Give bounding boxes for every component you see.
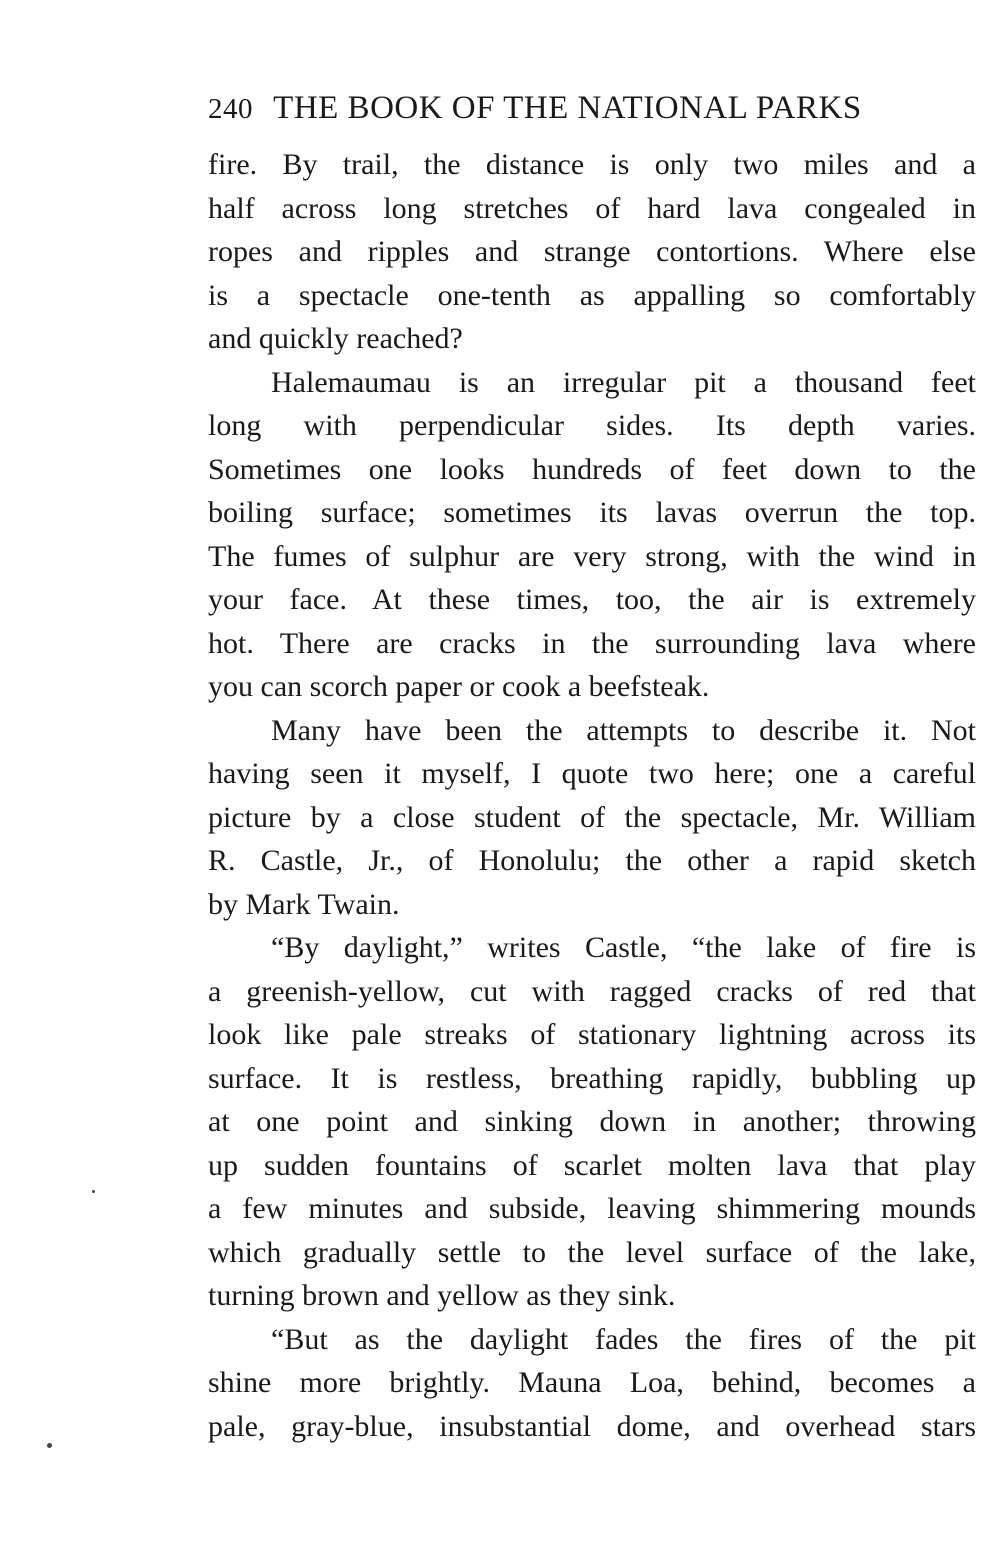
running-head (208, 84, 953, 132)
text-line: at one point and sinking down in another; throwing (208, 1105, 976, 1138)
body-text (208, 143, 976, 1448)
paragraph-first-line: Halemaumau is an irregular pit a thousand feet (271, 365, 976, 399)
text-line: fire. By trail, the distance is only two miles and a (208, 148, 976, 181)
text-line: a greenish-yellow, cut with ragged cracks of red that (208, 974, 976, 1008)
text-line: and quickly reached? (208, 322, 463, 355)
text-line: a few minutes and subside, leaving shimmering mounds (208, 1192, 976, 1225)
text-line: which gradually settle to the level surface of the lake, (208, 1235, 976, 1269)
text-line: turning brown and yellow as they sink. (208, 1279, 676, 1312)
text-line: boiling surface; sometimes its lavas overrun the top. (208, 496, 976, 529)
text-line: is a spectacle one-tenth as appalling so comfortably (208, 278, 976, 312)
paragraph-first-line: Many have been the attempts to describe it. Not (271, 713, 976, 747)
text-line: The fumes of sulphur are very strong, with the wind in (208, 539, 976, 573)
text-line: look like pale streaks of stationary lightning across its (208, 1018, 976, 1051)
running-title: THE BOOK OF THE NATIONAL PARKS (273, 90, 862, 126)
text-line: half across long stretches of hard lava congealed in (208, 191, 976, 225)
page-number: 240 (208, 93, 253, 125)
text-line: shine more brightly. Mauna Loa, behind, becomes a (208, 1366, 976, 1399)
text-line: you can scorch paper or cook a beefsteak. (208, 670, 710, 703)
text-line: your face. At these times, too, the air is extremely (208, 583, 976, 616)
scan-speck (47, 1443, 52, 1448)
text-line: ropes and ripples and strange contortions. Where else (208, 235, 976, 268)
text-line: picture by a close student of the spectacle, Mr. William (208, 800, 976, 834)
scan-speck (92, 1190, 95, 1193)
text-line: R. Castle, Jr., of Honolulu; the other a rapid sketch (208, 844, 976, 877)
text-line: Sometimes one looks hundreds of feet down to the (208, 452, 976, 486)
text-line: long with perpendicular sides. Its depth varies. (208, 409, 976, 442)
text-line: pale, gray-blue, insubstantial dome, and overhead stars (208, 1409, 976, 1443)
paragraph-first-line: “By daylight,” writes Castle, “the lake of fire is (271, 931, 976, 964)
text-line: surface. It is restless, breathing rapidly, bubbling up (208, 1061, 976, 1095)
text-line: by Mark Twain. (208, 887, 400, 921)
text-line: hot. There are cracks in the surrounding lava where (208, 626, 976, 660)
paragraph-first-line: “But as the daylight fades the fires of the pit (271, 1322, 976, 1356)
text-line: up sudden fountains of scarlet molten lava that play (208, 1148, 976, 1182)
text-line: having seen it myself, I quote two here; one a careful (208, 757, 976, 790)
